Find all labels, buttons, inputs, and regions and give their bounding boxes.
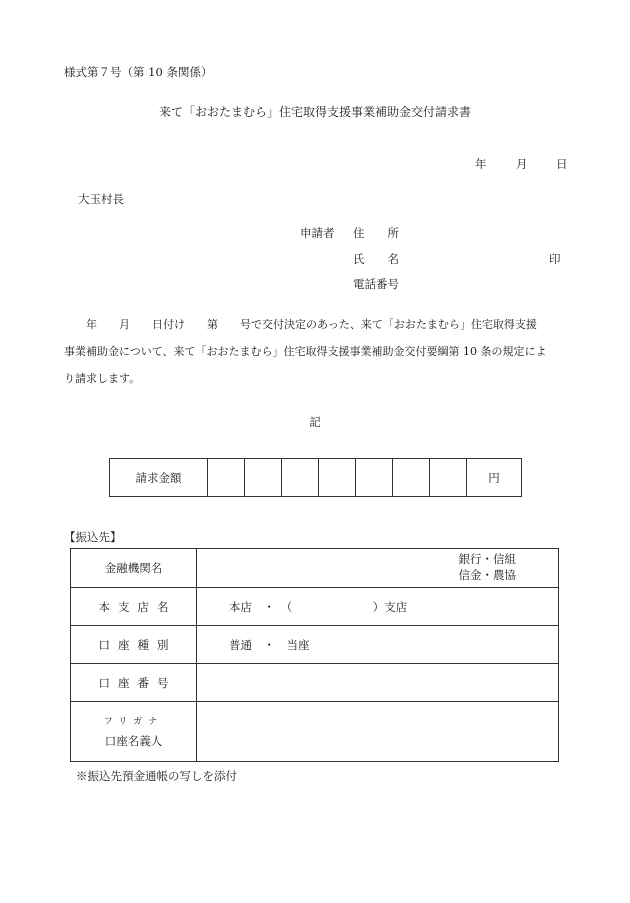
account-number-label: 口座番号	[98, 675, 177, 690]
date-year-label: 年	[475, 157, 487, 171]
account-number-label-cell	[71, 664, 197, 702]
institution-label: 金融機関名	[71, 549, 197, 588]
institution-types	[459, 551, 517, 583]
account-type-label-cell	[71, 626, 197, 664]
branch-label: 本支店名	[98, 599, 177, 614]
document-title: 来て「おおたまむら」住宅取得支援事業補助金交付請求書	[158, 105, 471, 119]
date-month-label: 月	[516, 157, 528, 171]
branch-label-cell	[71, 588, 197, 626]
account-number-field[interactable]	[197, 664, 559, 702]
attachment-note: ※振込先預金通帳の写しを添付	[76, 769, 237, 783]
date-day-label: 日	[556, 157, 568, 171]
holder-label: 口座名義人	[104, 734, 163, 748]
institution-types-1: 銀行・信組	[458, 552, 516, 566]
name-label: 氏 名	[353, 252, 399, 266]
amount-digit-cell[interactable]	[430, 459, 467, 497]
amount-digit-cell[interactable]	[245, 459, 282, 497]
amount-table	[109, 458, 522, 497]
amount-digit-cell[interactable]	[393, 459, 430, 497]
body-line-3: り請求します。	[64, 372, 141, 385]
addressee: 大玉村長	[78, 192, 124, 206]
body-line-1: 年 月 日付け 第 号で交付決定のあった、来て「おおたまむら」住宅取得支援	[86, 318, 537, 331]
bank-table	[70, 548, 559, 762]
body-line-2: 事業補助金について、来て「おおたまむら」住宅取得支援事業補助金交付要綱第 10 条の規定によ	[64, 345, 547, 358]
address-label: 住 所	[353, 226, 399, 240]
holder-field[interactable]	[197, 702, 559, 762]
account-type-value: 普通 ・ 当座	[229, 637, 310, 652]
branch-value: 本店 ・ （ ）支店	[229, 599, 408, 614]
applicant-role-label: 申請者	[300, 226, 335, 240]
amount-digit-cell[interactable]	[208, 459, 245, 497]
ki-heading: 記	[309, 415, 321, 429]
branch-field[interactable]	[197, 588, 559, 626]
amount-digit-cell[interactable]	[319, 459, 356, 497]
amount-digit-cell[interactable]	[282, 459, 319, 497]
phone-label: 電話番号	[353, 277, 399, 291]
account-type-field[interactable]	[197, 626, 559, 664]
request-body	[64, 311, 574, 392]
institution-types-2: 信金・農協	[458, 568, 516, 582]
amount-digit-cell[interactable]	[356, 459, 393, 497]
transfer-heading: 【振込先】	[64, 530, 122, 544]
seal-mark: 印	[549, 252, 561, 266]
furigana-label: フリガナ	[103, 717, 164, 727]
account-type-label: 口座種別	[98, 637, 177, 652]
institution-field[interactable]	[197, 549, 559, 588]
amount-unit: 円	[467, 459, 522, 497]
holder-label-cell	[71, 702, 197, 762]
amount-label: 請求金額	[110, 459, 208, 497]
form-number: 様式第７号（第 10 条関係）	[64, 65, 213, 79]
